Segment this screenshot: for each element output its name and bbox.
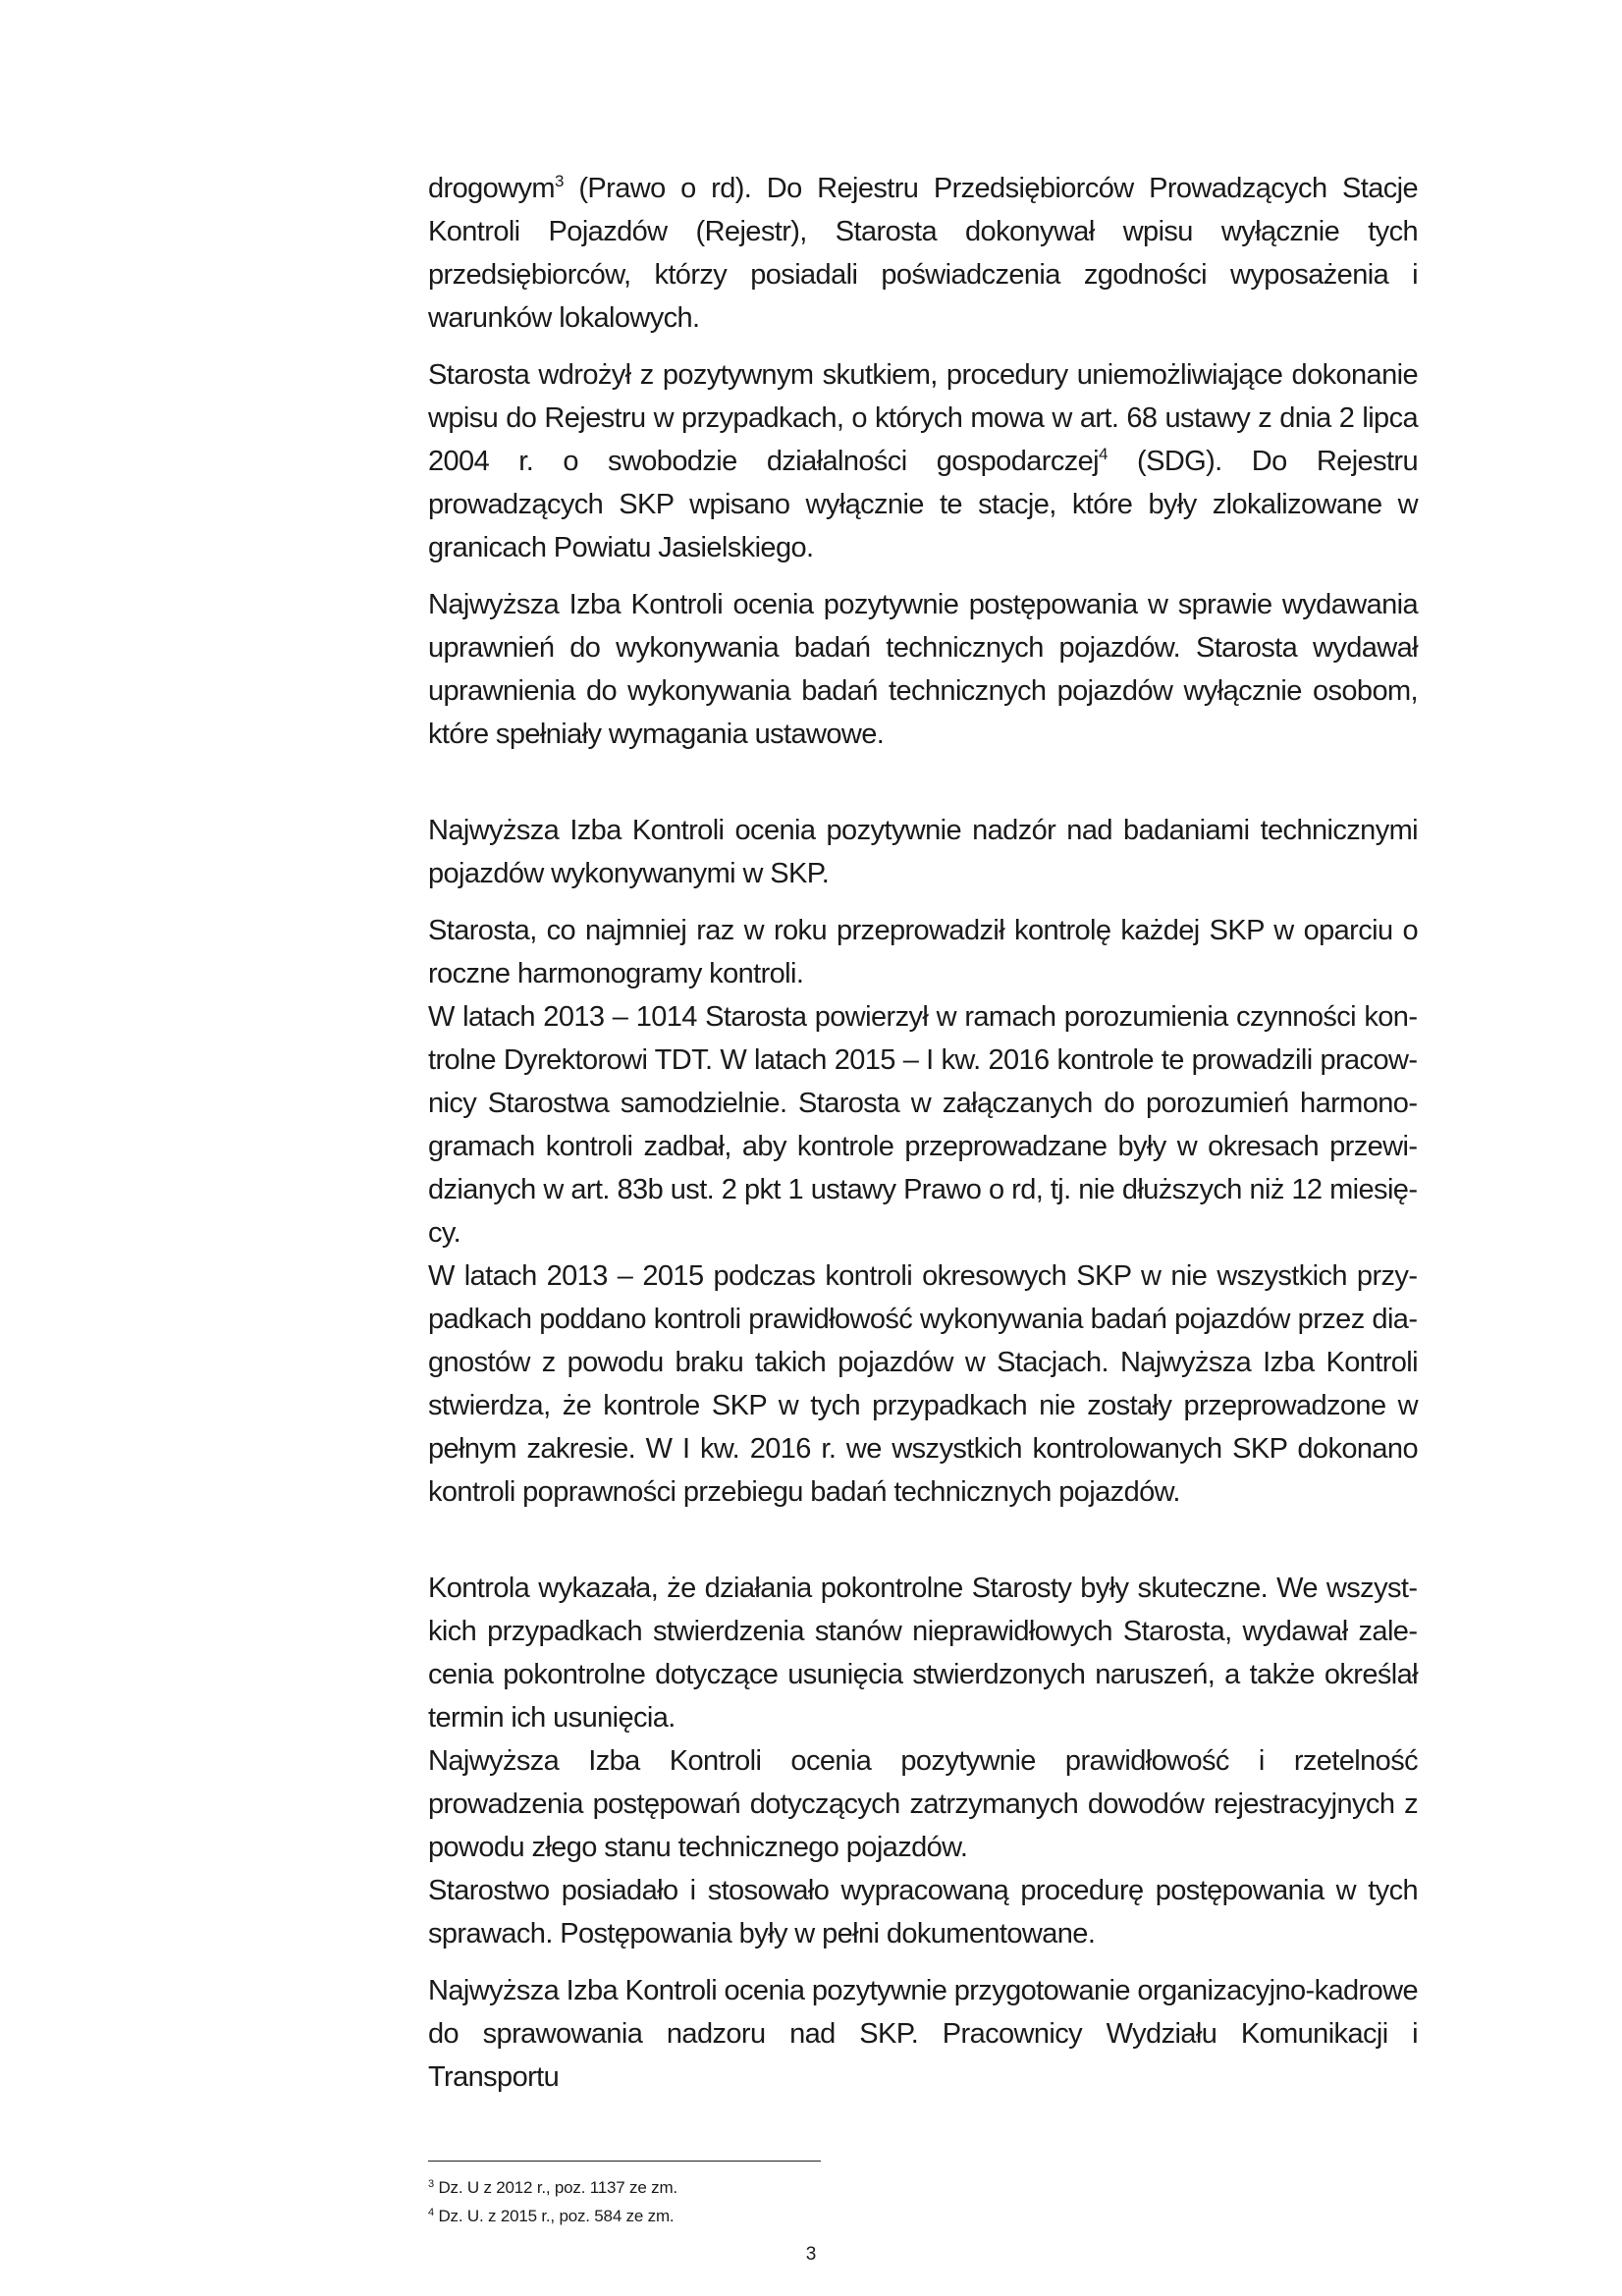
paragraph-organization-staffing: Najwyższa Izba Kontroli ocenia pozytywnie przygotowanie organizacyjno-kadrowe do sprawowania nadzoru nad SKP. Pracownicy Wydziału Komunikacji i Transportu (428, 1975, 1418, 2093)
paragraph-registration-documents: Najwyższa Izba Kontroli ocenia pozytywnie prawidłowość i rzetelność prowadzenia postępowań dotyczących zatrzymanych dowodów rejestracyjnych z powodu złego stanu technicznego pojazdów. (428, 1745, 1418, 1863)
paragraph-procedures: Starosta wdrożył z pozytywnym skutkiem, procedury uniemożliwiające dokonanie wpisu do Rejestru w przypadkach, o których mowa w art. 68 ustawy z dnia 2 lipca 2004 r. o swobodzie działalności gospodarczej$^4$ (SDG). Do Rejestru prowadzących SKP wpisano wyłącznie te stacje, które były zlokalizowane w granicach Powiatu Jasielskiego. (428, 359, 1419, 563)
paragraph-supervision: Najwyższa Izba Kontroli ocenia pozytywnie nadzór nad badaniami technicznymi pojazdów wykonywanymi w SKP. (428, 815, 1418, 889)
paragraph-register: drogowym$^3$ (Prawo o rd). Do Rejestru Przedsiębiorców Prowadzących Stacje Kontroli Pojazdów (Rejestr), Starosta dokonywał wpisu wyłącznie tych przedsiębiorców, którzy posiadali poświadczenia zgodności wyposażenia i warunków lokalowych. (428, 172, 1418, 334)
footnote-3: $^3$ Dz. U z 2012 r., poz. 1137 ze zm. (428, 2178, 677, 2197)
footnote-4: $^4$ Dz. U. z 2015 r., poz. 584 ze zm. (428, 2207, 675, 2225)
paragraph-periodic-inspections: W latach 2013 – 2015 podczas kontroli okresowych SKP w nie wszystkich przypadkach poddano kontroli prawidłowość wykonywania badań pojazdów przez diagnostów z powodu braku takich pojazdów w Stacjach. Najwyższa Izba Kontroli stwierdza, że kontrole SKP w tych przypadkach nie zostały przeprowadzone w pełnym zakresie. W I kw. 2016 r. we wszystkich kontrolowanych SKP dokonano kontroli poprawności przebiegu badań technicznych pojazdów. (428, 1260, 1418, 1508)
paragraph-annual-inspections: Starosta, co najmniej raz w roku przeprowadził kontrolę każdej SKP w oparciu o roczne harmonogramy kontroli. (428, 915, 1418, 989)
paragraph-permissions: Najwyższa Izba Kontroli ocenia pozytywnie postępowania w sprawie wydawania uprawnień do wykonywania badań technicznych pojazdów. Starosta wydawał uprawnienia do wykonywania badań technicznych pojazdów wyłącznie osobom, które spełniały wymagania ustawowe. (428, 589, 1418, 750)
footnote-ref-4: 4 (1099, 445, 1108, 463)
body-text (428, 167, 1418, 2112)
footnotes (428, 2173, 1418, 2230)
paragraph-post-inspection: Kontrola wykazała, że działania pokontrolne Starosty były skuteczne. We wszystkich przypadkach stwierdzenia stanów nieprawidłowych Starosta, wydawał zalecenia pokontrolne dotyczące usunięcia stwierdzonych naruszeń, a także określał termin ich usunięcia. (428, 1573, 1418, 1734)
footnote-ref-3: 3 (554, 172, 564, 190)
footnote-separator (428, 2161, 821, 2162)
paragraph-procedure-documentation: Starostwo posiadało i stosowało wypracowaną procedurę postępowania w tych sprawach. Postępowania były w pełni dokumentowane. (428, 1875, 1418, 1949)
page-number: 3 (805, 2244, 817, 2265)
paragraph-agreement: W latach 2013 – 1014 Starosta powierzył w ramach porozumienia czynności kontrolne Dyrektorowi TDT. W latach 2015 – I kw. 2016 kontrole te prowadzili pracownicy Starostwa samodzielnie. Starosta w załączanych do porozumień harmonogramach kontroli zadbał, aby kontrole przeprowadzane były w okresach przewidzianych w art. 83b ust. 2 pkt 1 ustawy Prawo o rd, tj. nie dłuższych niż 12 miesięcy. (428, 1001, 1418, 1249)
